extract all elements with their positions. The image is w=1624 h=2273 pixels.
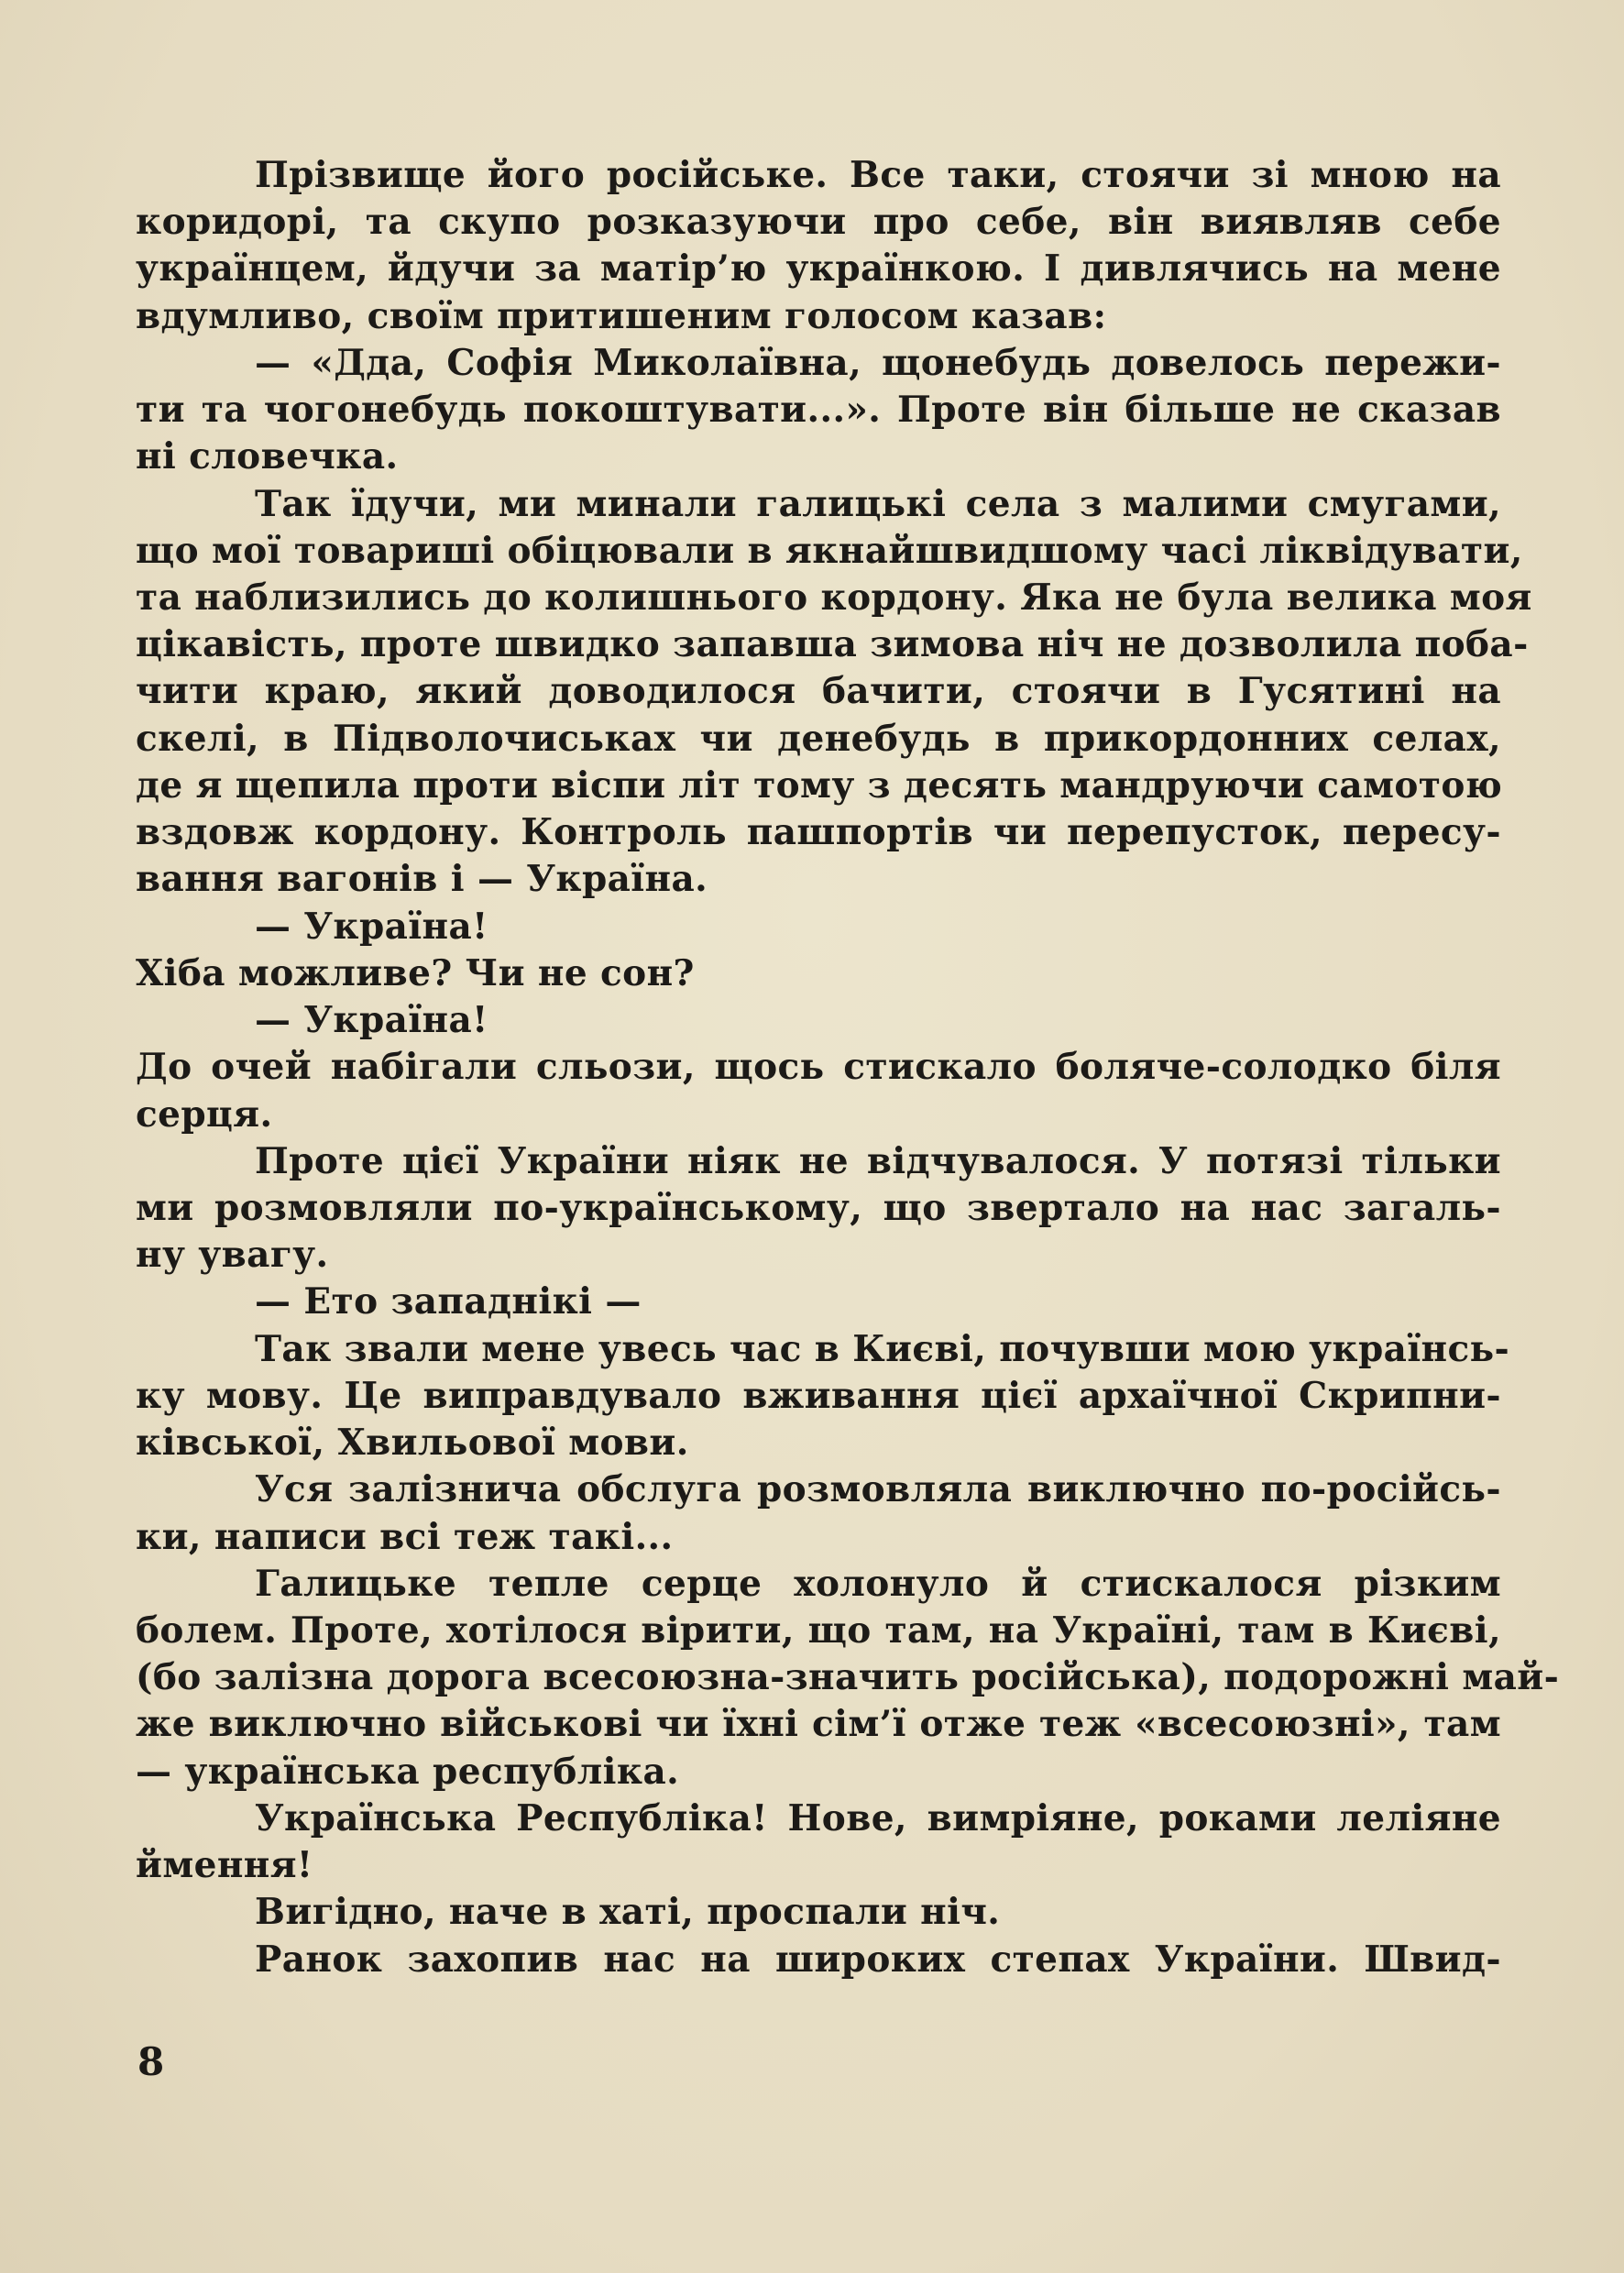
text-line: Уся залізнича обслуга розмовляла виключно по-російсь-	[255, 1468, 1501, 1511]
text-line: чити краю, який доводилося бачити, стоячи в Гусятині на	[136, 670, 1501, 713]
text-line: та наблизились до колишнього кордону. Яка не була велика моя	[136, 576, 1532, 620]
text-line: Прізвище його російське. Все таки, стоячи зі мною на	[255, 154, 1501, 196]
text-line: ні словечка.	[136, 435, 399, 478]
text-line: ківської, Хвильової мови.	[136, 1422, 689, 1465]
text-line: Так звали мене увесь час в Києві, почувши мою українсь-	[255, 1327, 1510, 1370]
text-line: ки, написи всі теж такі...	[136, 1515, 674, 1558]
text-line: Ранок захопив нас на широких степах України. Швид-	[255, 1938, 1501, 1981]
text-line: ку мову. Це виправдувало вживання цієї архаїчної Скрипни-	[136, 1374, 1501, 1417]
text-line: Українська Республіка! Нове, вимріяне, роками леліяне	[255, 1796, 1501, 1839]
text-line: Галицьке тепле серце холонуло й стискалося різким	[255, 1562, 1501, 1605]
text-line: де я щепила проти віспи літ тому з десять мандруючи самотою	[136, 763, 1503, 807]
text-line: же виключно військові чи їхні сім’ї отже теж «всесоюзні», там	[136, 1703, 1501, 1746]
text-line: Так їдучи, ми минали галицькі села з малими смугами,	[255, 482, 1501, 525]
text-line: ми розмовляли по-українському, що звертало на нас загаль-	[136, 1186, 1501, 1229]
text-line: вання вагонів і — Україна.	[136, 858, 708, 901]
text-line: Проте цієї України ніяк не відчувалося. У потязі тільки	[255, 1139, 1501, 1182]
text-line: — «Дда, Софія Миколаївна, щонебудь довелось пережи-	[255, 341, 1501, 384]
text-line: — Україна!	[255, 999, 488, 1042]
page-number: 8	[137, 2039, 165, 2084]
text-line: Хіба можливе? Чи не сон?	[136, 951, 695, 994]
text-line: Вигідно, наче в хаті, проспали ніч.	[255, 1891, 1001, 1934]
text-line: коридорі, та скупо розказуючи про себе, він виявляв себе	[136, 201, 1501, 244]
text-line: цікавість, проте швидко запавша зимова ніч не дозволила поба-	[136, 623, 1529, 666]
text-line: До очей набігали сльози, щось стискало боляче-солодко біля	[136, 1046, 1501, 1089]
text-line: (бо залізна дорога всесоюзна-значить російська), подорожні май-	[136, 1656, 1560, 1699]
text-line: болем. Проте, хотілося вірити, що там, на Україні, там в Києві,	[136, 1609, 1501, 1653]
text-line: вдумливо, своїм притишеним голосом казав:	[136, 294, 1107, 337]
text-line: — українська республіка.	[136, 1750, 680, 1793]
text-line: що мої товариші обіцювали в якнайшвидшому часі ліквідувати,	[136, 529, 1523, 572]
text-line: ймення!	[136, 1844, 313, 1887]
text-line: — Ето западнікі —	[255, 1280, 642, 1323]
text-line: серця.	[136, 1093, 273, 1136]
text-line: вздовж кордону. Контроль пашпортів чи перепусток, пересу-	[136, 811, 1501, 854]
text-line: ти та чогонебудь покоштувати...». Проте він більше не сказав	[136, 389, 1501, 432]
text-line: скелі, в Підволочиськах чи денебудь в прикордонних селах,	[136, 717, 1501, 760]
text-line: українцем, йдучи за матір’ю українкою. І дивлячись на мене	[136, 247, 1501, 291]
text-line: — Україна!	[255, 905, 488, 948]
text-line: ну увагу.	[136, 1234, 329, 1277]
